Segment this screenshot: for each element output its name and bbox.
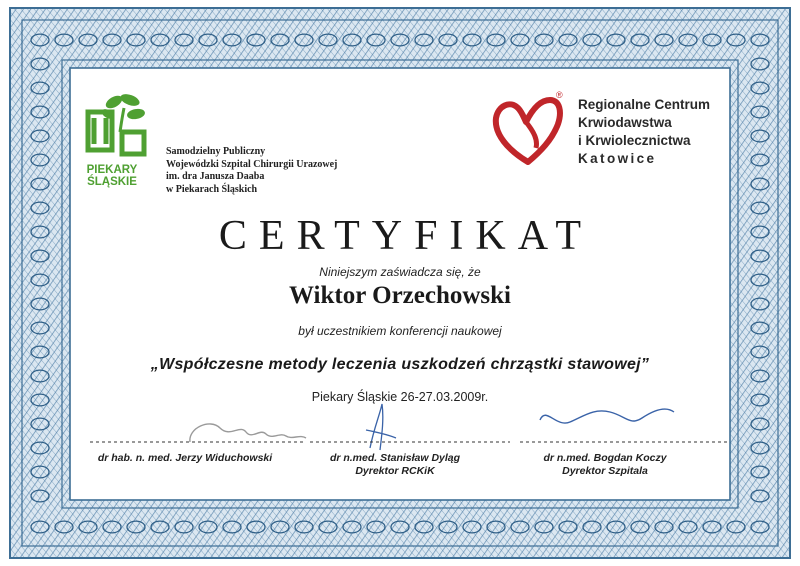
- signature-3-drawing: [540, 409, 674, 423]
- logo-line-2: ŚLĄSKIE: [87, 176, 137, 188]
- participation-text: był uczestnikiem konferencji naukowej: [298, 324, 502, 338]
- signatory-1-name: dr hab. n. med. Jerzy Widuchowski: [97, 452, 273, 464]
- signatory-2-name: dr n.med. Stanisław Dyląg: [329, 452, 461, 464]
- registered-mark: ®: [556, 90, 563, 100]
- certificate-title: CERTYFIKAT: [218, 213, 594, 259]
- conference-title: „Współczesne metody leczenia uszkodzeń chrząstki stawowej”: [150, 356, 650, 373]
- blood-center-line: Krwiodawstwa: [578, 115, 672, 130]
- signatory-2-role: Dyrektor RCKiK: [355, 465, 435, 477]
- signatory-3-role: Dyrektor Szpitala: [562, 465, 648, 477]
- certify-text: Niniejszym zaświadcza się, że: [319, 265, 481, 279]
- signatures-area: [70, 398, 730, 458]
- institution-line: Wojewódzki Szpital Chirurgii Urazowej: [166, 158, 338, 170]
- blood-center-name: [578, 96, 710, 168]
- signatory-1: [70, 452, 300, 465]
- signatory-2: [300, 452, 490, 478]
- heart-logo-icon: [488, 92, 568, 172]
- signatory-3: [510, 452, 700, 478]
- logo-text: [82, 164, 142, 188]
- institution-line: Samodzielny Publiczny: [166, 146, 266, 157]
- blood-center-city: Katowice: [578, 151, 657, 166]
- piekary-slaskie-logo-icon: [84, 92, 156, 164]
- signature-1-drawing: [190, 424, 306, 442]
- recipient-name: Wiktor Orzechowski: [289, 282, 511, 309]
- institution-name: [166, 146, 337, 196]
- signature-2-drawing: [366, 404, 396, 450]
- institution-line: im. dra Janusza Daaba: [166, 171, 265, 182]
- signatory-3-name: dr n.med. Bogdan Koczy: [543, 452, 667, 464]
- blood-center-line: i Krwiolecznictwa: [578, 133, 691, 148]
- place-date: Piekary Śląskie 26-27.03.2009r.: [311, 390, 489, 404]
- logo-line-1: PIEKARY: [86, 164, 138, 176]
- blood-center-line: Regionalne Centrum: [578, 97, 711, 112]
- institution-line: w Piekarach Śląskich: [166, 183, 258, 195]
